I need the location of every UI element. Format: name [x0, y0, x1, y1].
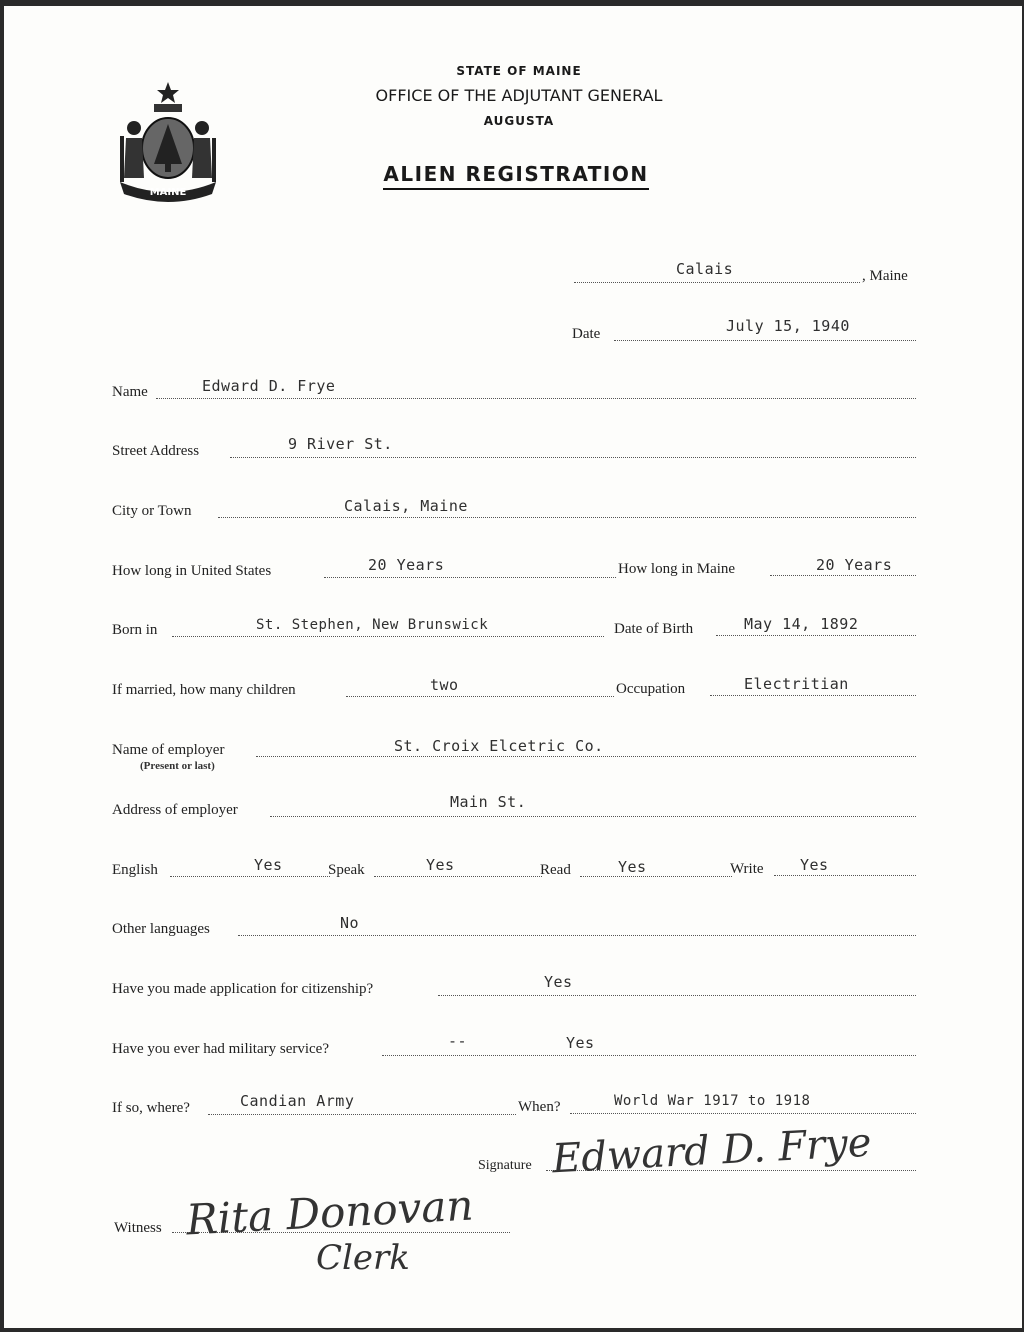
name-label: Name [112, 384, 148, 400]
read-value: Yes [618, 858, 647, 876]
other-languages-value: No [340, 914, 360, 932]
occupation-value: Electritian [744, 675, 849, 693]
children-label: If married, how many children [112, 682, 296, 698]
when-value: World War 1917 to 1918 [614, 1093, 811, 1109]
city-label: City or Town [112, 503, 192, 519]
place-value: Calais [676, 260, 734, 278]
signature-value: Edward D. Frye [551, 1119, 873, 1183]
employer-label: Name of employer [112, 742, 225, 758]
english-value: Yes [254, 856, 283, 874]
military-dash-value: -- [448, 1032, 468, 1050]
write-value: Yes [800, 856, 829, 874]
employer-address-value: Main St. [450, 793, 527, 811]
born-in-label: Born in [112, 622, 158, 638]
city-value: Calais, Maine [344, 497, 468, 515]
employer-sublabel: (Present or last) [140, 760, 215, 772]
street-label: Street Address [112, 443, 200, 459]
citizenship-value: Yes [544, 973, 573, 991]
registration-form [4, 6, 1022, 1328]
where-label: If so, where? [112, 1100, 190, 1116]
place-suffix: , Maine [862, 268, 908, 284]
date-label: Date [572, 326, 601, 342]
street-value: 9 River St. [288, 435, 393, 453]
employer-address-label: Address of employer [112, 802, 238, 818]
seal-banner-text: MAINE [149, 187, 187, 198]
speak-label: Speak [328, 862, 365, 878]
form-title-text: ALIEN REGISTRATION [383, 162, 648, 190]
name-value: Edward D. Frye [202, 377, 336, 395]
date-of-birth-value: May 14, 1892 [744, 615, 859, 633]
form-title [4, 162, 1022, 186]
when-label: When? [518, 1099, 561, 1115]
citizenship-label: Have you made application for citizenship? [112, 981, 374, 997]
witness-label: Witness [114, 1220, 162, 1236]
speak-value: Yes [426, 856, 455, 874]
how-long-maine-label: How long in Maine [618, 561, 736, 577]
write-label: Write [730, 861, 764, 877]
military-value: Yes [566, 1034, 595, 1052]
born-in-value: St. Stephen, New Brunswick [256, 617, 489, 633]
how-long-maine-value: 20 Years [816, 556, 893, 574]
date-value: July 15, 1940 [726, 317, 850, 335]
where-value: Candian Army [240, 1092, 355, 1110]
how-long-us-label: How long in United States [112, 563, 272, 579]
employer-value: St. Croix Elcetric Co. [394, 737, 604, 755]
signature-label: Signature [478, 1158, 532, 1173]
state-heading: STATE OF MAINE [456, 64, 582, 78]
witness-signature: Rita Donovan [184, 1180, 475, 1245]
other-languages-label: Other languages [112, 921, 210, 937]
date-of-birth-label: Date of Birth [614, 621, 694, 637]
english-label: English [112, 862, 158, 878]
military-label: Have you ever had military service? [112, 1041, 329, 1057]
office-heading: OFFICE OF THE ADJUTANT GENERAL [375, 86, 663, 105]
how-long-us-value: 20 Years [368, 556, 445, 574]
children-value: two [430, 676, 459, 694]
city-heading: AUGUSTA [483, 114, 555, 128]
read-label: Read [540, 862, 571, 878]
witness-title: Clerk [316, 1238, 410, 1278]
occupation-label: Occupation [616, 681, 686, 697]
